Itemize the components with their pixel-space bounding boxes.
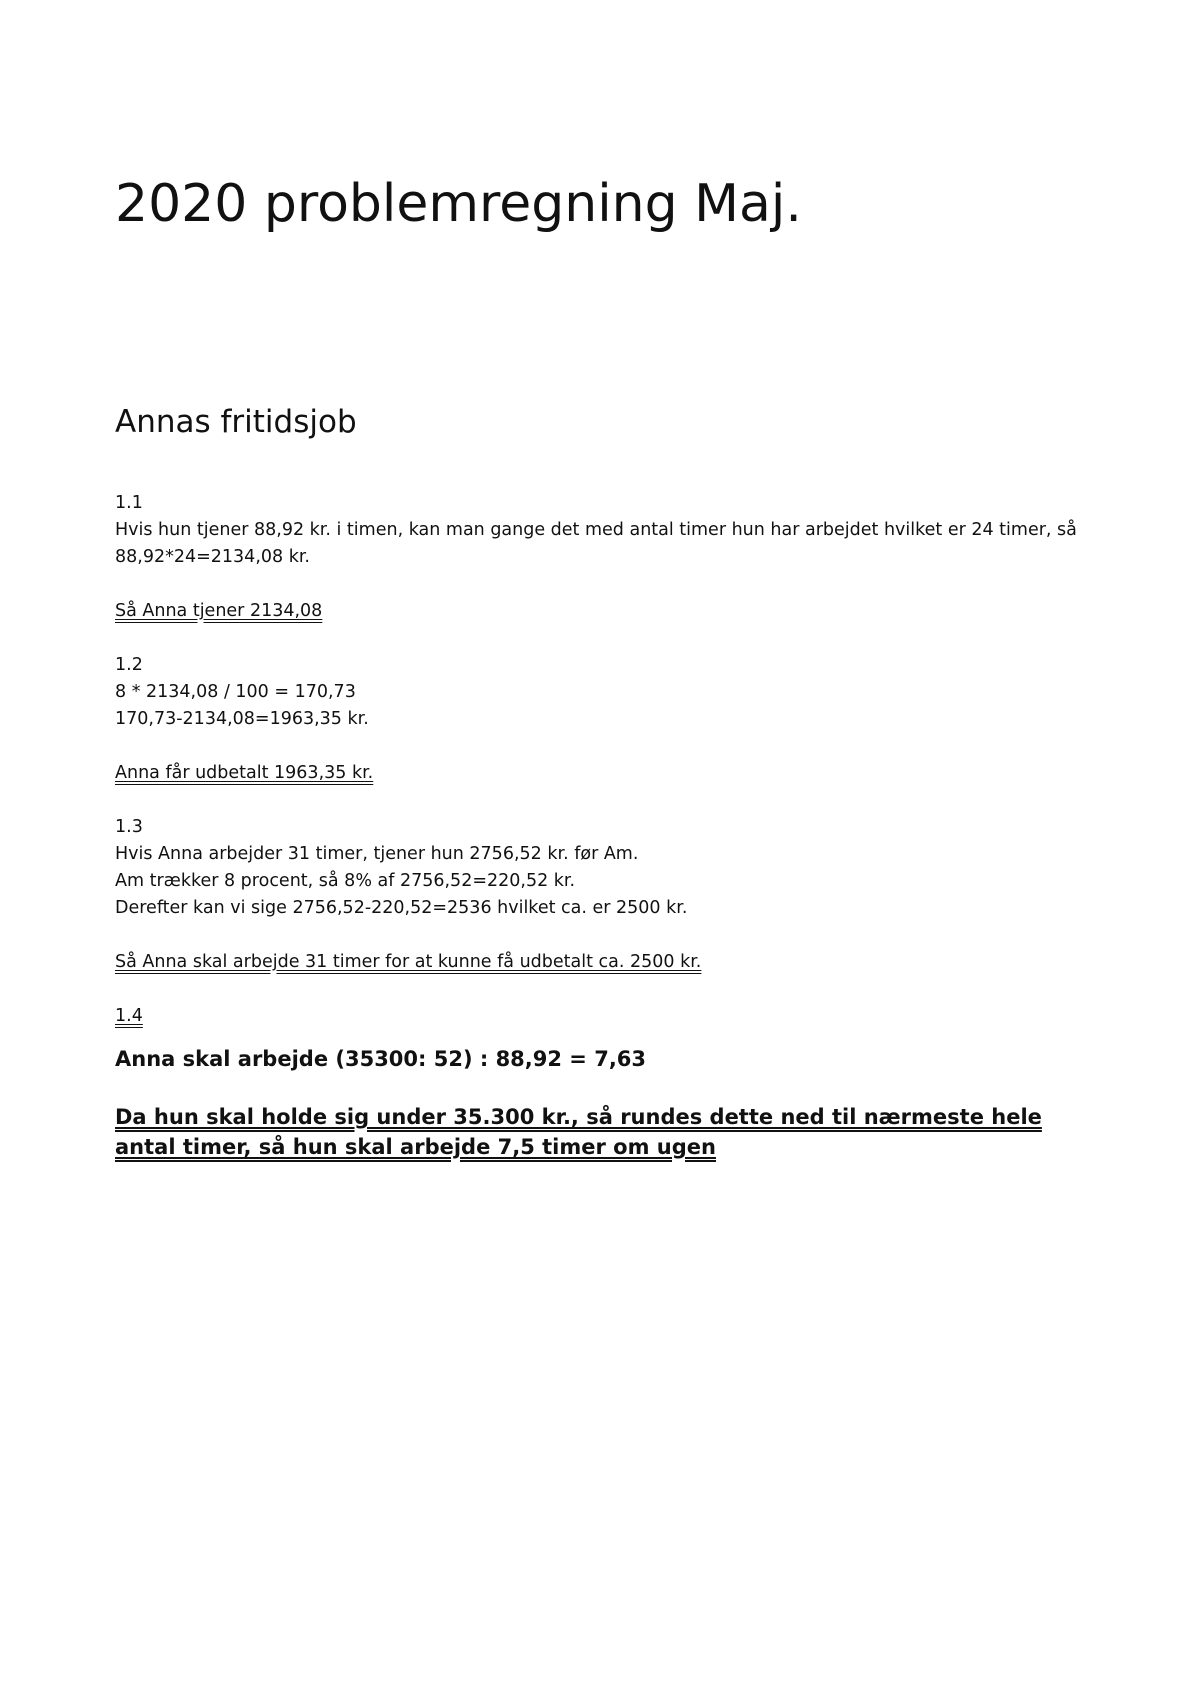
- text-line: Am trækker 8 procent, så 8% af 2756,52=220,52 kr.: [115, 871, 576, 891]
- spacer: [115, 787, 1105, 814]
- spacer: [115, 976, 1105, 1003]
- answer-1-2: Anna får udbetalt 1963,35 kr.: [115, 763, 374, 783]
- conclusion-1-4: Da hun skal holde sig under 35.300 kr., så rundes dette ned til nærmeste hele antal timer, så hun skal arbejde 7,5 timer om ugen: [115, 1105, 1042, 1159]
- spacer: [115, 922, 1105, 949]
- calculation-1-4: Anna skal arbejde (35300: 52) : 88,92 = 7,63: [115, 1047, 647, 1071]
- text-line: Hvis hun tjener 88,92 kr. i timen, kan man gange det med antal timer hun har arbejdet hvilket er 24 timer, så: [115, 520, 1077, 540]
- section-number-1-4: 1.4: [115, 1006, 143, 1026]
- section-number-1-2: 1.2: [115, 655, 143, 675]
- answer-1-1: Så Anna tjener 2134,08: [115, 601, 323, 621]
- answer-1-3: Så Anna skal arbejde 31 timer for at kunne få udbetalt ca. 2500 kr.: [115, 952, 702, 972]
- text-line: 8 * 2134,08 / 100 = 170,73: [115, 682, 356, 702]
- section-heading: Annas fritidsjob: [115, 404, 357, 440]
- spacer: [115, 571, 1105, 598]
- section-number-1-3: 1.3: [115, 817, 143, 837]
- text-line: 170,73-2134,08=1963,35 kr.: [115, 709, 369, 729]
- text-line: Derefter kan vi sige 2756,52-220,52=2536 hvilket ca. er 2500 kr.: [115, 898, 688, 918]
- spacer: [115, 733, 1105, 760]
- document-body: [115, 490, 1105, 1162]
- document-title: 2020 problemregning Maj.: [115, 174, 802, 234]
- text-line: 88,92*24=2134,08 kr.: [115, 547, 310, 567]
- section-number-1-1: 1.1: [115, 493, 143, 513]
- spacer: [115, 625, 1105, 652]
- text-line: Hvis Anna arbejder 31 timer, tjener hun 2756,52 kr. før Am.: [115, 844, 639, 864]
